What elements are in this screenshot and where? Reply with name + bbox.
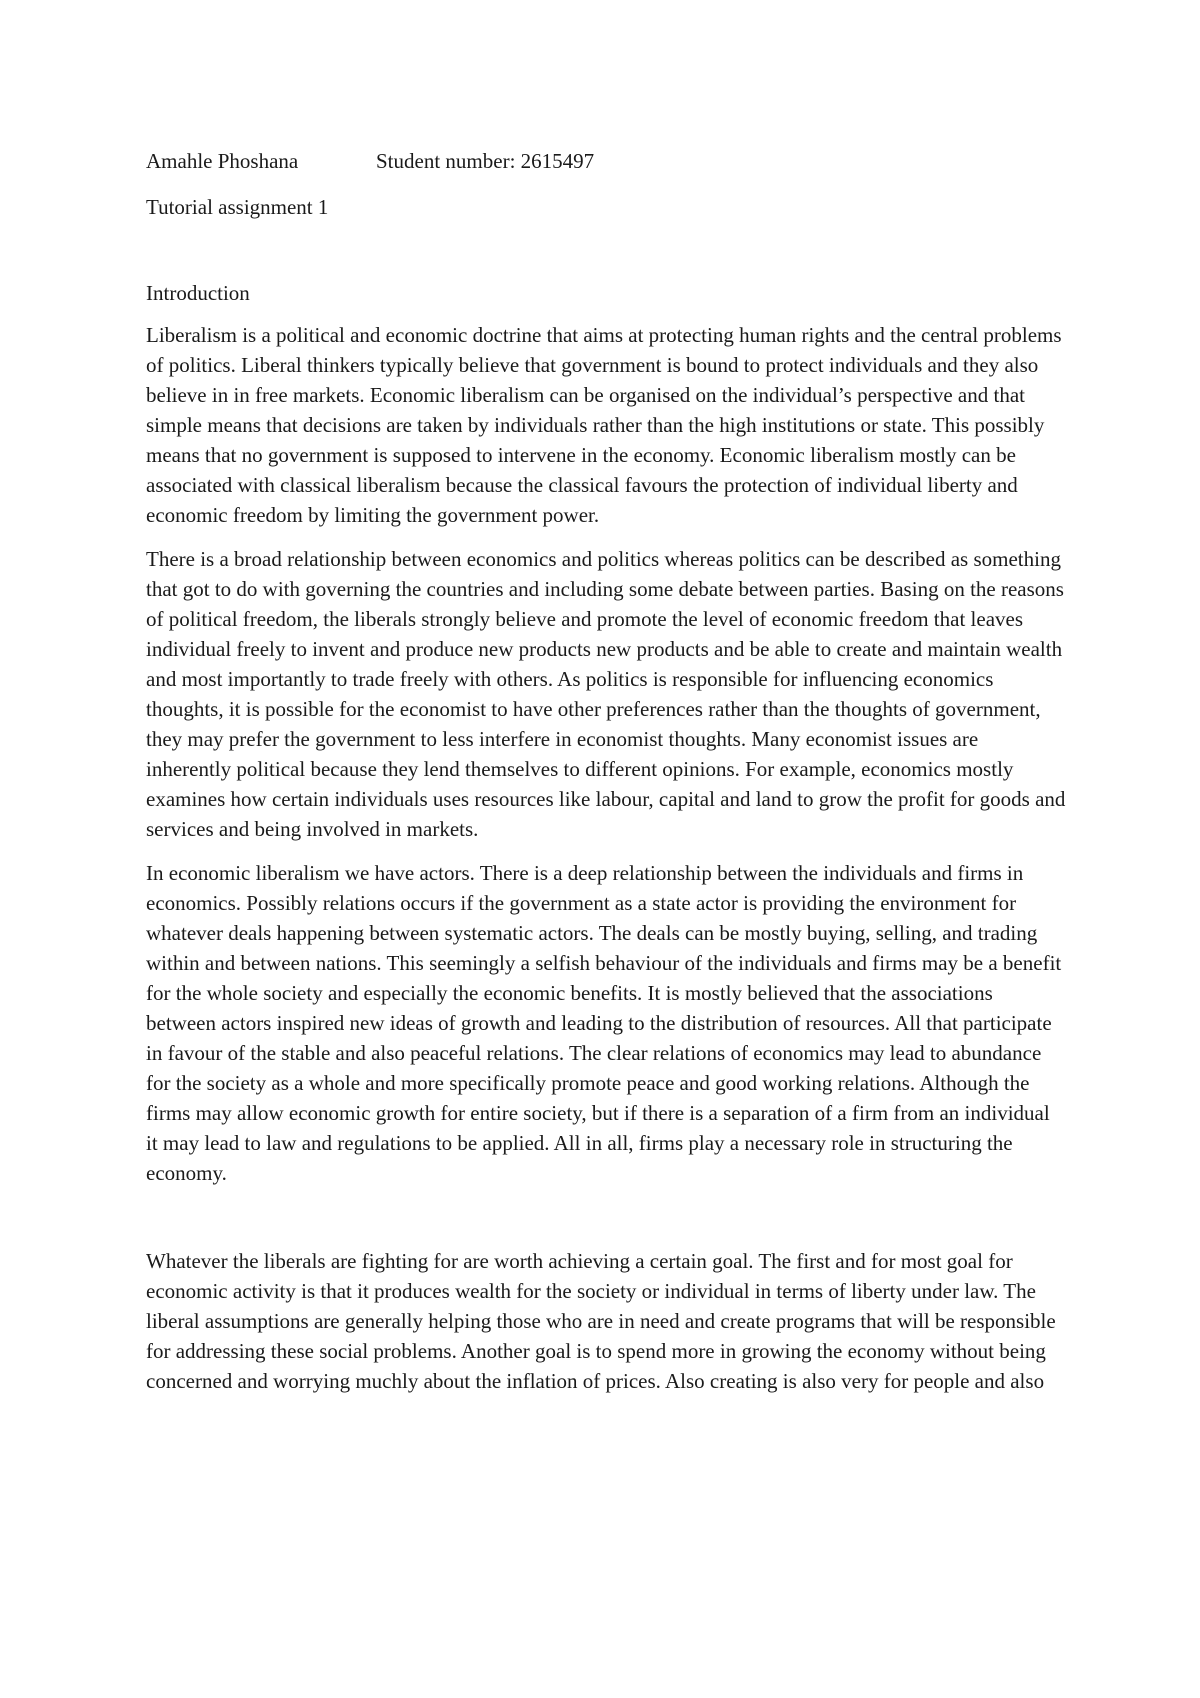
student-number: Student number: 2615497: [376, 149, 595, 173]
document-page: [146, 146, 1066, 1396]
paragraph: Whatever the liberals are fighting for are worth achieving a certain goal. The first and for most goal for economic activity is that it produces wealth for the society or individual in terms of liberty under law. The liberal assumptions are generally helping those who are in need and create programs that will be responsible for addressing these social problems. Another goal is to spend more in growing the economy without being concerned and worrying muchly about the inflation of prices. Also creating is also very for people and also: [146, 1249, 1056, 1393]
document-header: [146, 146, 1066, 176]
paragraph: Liberalism is a political and economic doctrine that aims at protecting human rights and the central problems of politics. Liberal thinkers typically believe that government is bound to protect individuals and they also believe in in free markets. Economic liberalism can be organised on the individual’s perspective and that simple means that decisions are taken by individuals rather than the high institutions or state. This possibly means that no government is supposed to intervene in the economy. Economic liberalism mostly can be associated with classical liberalism because the classical favours the protection of individual liberty and economic freedom by limiting the government power.: [146, 323, 1062, 527]
paragraph: There is a broad relationship between economics and politics whereas politics can be described as something that got to do with governing the countries and including some debate between parties. Basing on the reasons of political freedom, the liberals strongly believe and promote the level of economic freedom that leaves individual freely to invent and produce new products new products and be able to create and maintain wealth and most importantly to trade freely with others. As politics is responsible for influencing economics thoughts, it is possible for the economist to have other preferences rather than the thoughts of government, they may prefer the government to less interfere in economist thoughts. Many economist issues are inherently political because they lend themselves to different opinions. For example, economics mostly examines how certain individuals uses resources like labour, capital and land to grow the profit for goods and services and being involved in markets.: [146, 547, 1066, 841]
assignment-title: Tutorial assignment 1: [146, 195, 329, 219]
author-name: Amahle Phoshana: [146, 149, 299, 173]
paragraph: In economic liberalism we have actors. There is a deep relationship between the individuals and firms in economics. Possibly relations occurs if the government as a state actor is providing the environment for whatever deals happening between systematic actors. The deals can be mostly buying, selling, and trading within and between nations. This seemingly a selfish behaviour of the individuals and firms may be a benefit for the whole society and especially the economic benefits. It is mostly believed that the associations between actors inspired new ideas of growth and leading to the distribution of resources. All that participate in favour of the stable and also peaceful relations. The clear relations of economics may lead to abundance for the society as a whole and more specifically promote peace and good working relations. Although the firms may allow economic growth for entire society, but if there is a separation of a firm from an individual it may lead to law and regulations to be applied. All in all, firms play a necessary role in structuring the economy.: [146, 861, 1062, 1185]
section-heading: Introduction: [146, 281, 250, 305]
